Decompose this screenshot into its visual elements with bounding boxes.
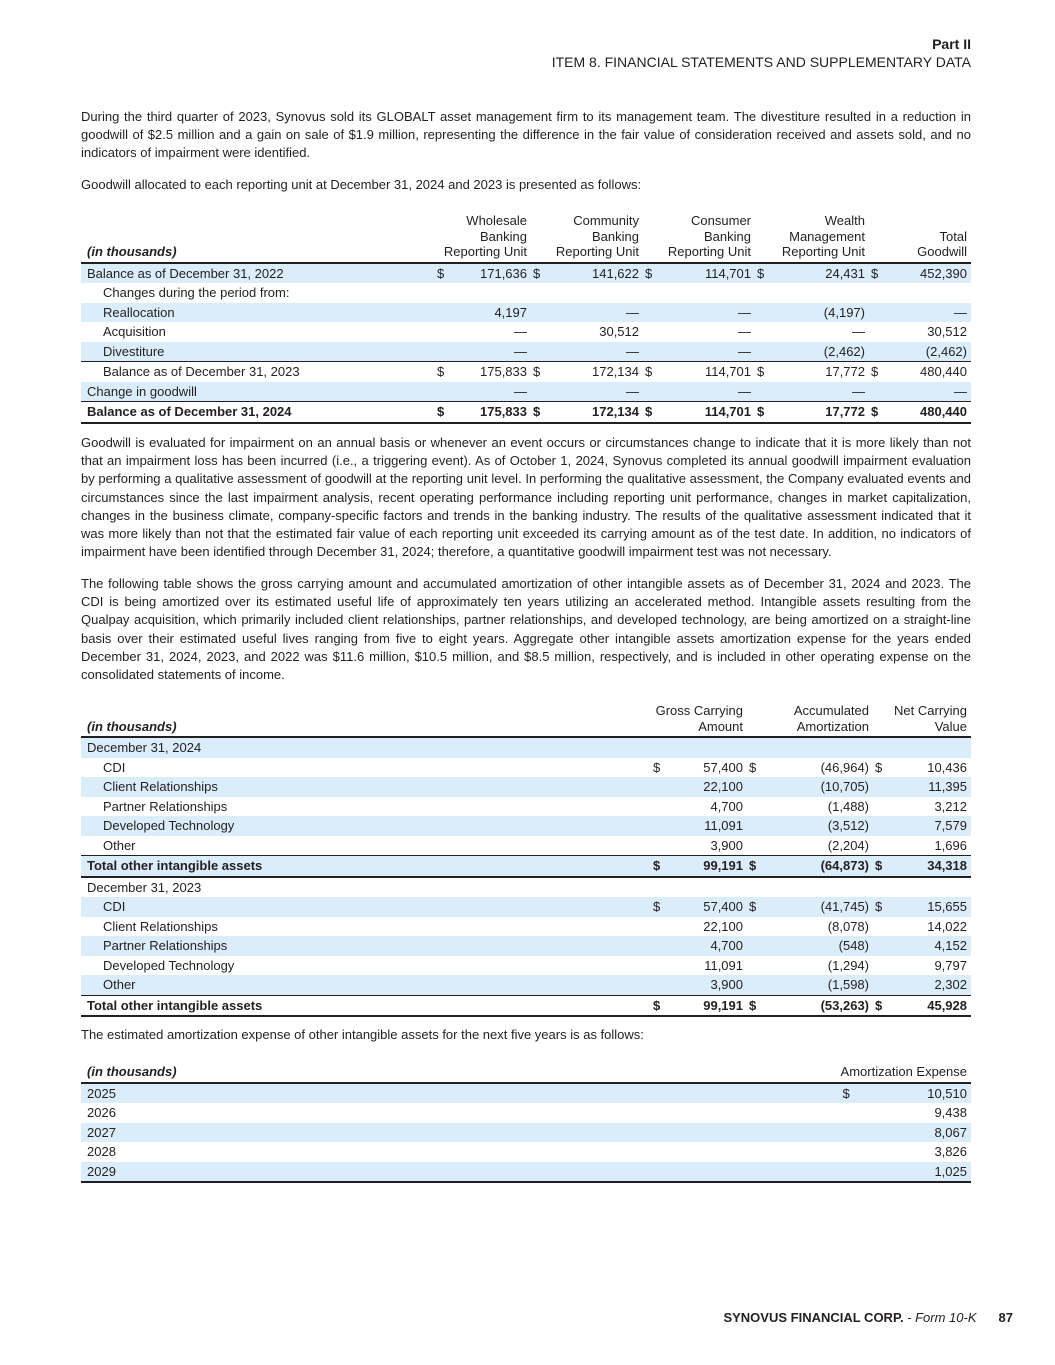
cell-value: 57,400 — [703, 759, 743, 775]
cell-value: 9,438 — [934, 1105, 967, 1120]
cell-value — [771, 283, 869, 303]
paragraph-intangibles: The following table shows the gross carrying amount and accumulated amortization of other intangible assets as of December 31, 2024 and 2023. The CDI is being amortized over its estimated useful life of approximately ten years utilizing an accelerated method. Intangible assets resulting from the Qualpay acquisition, which primarily included client relationships, partner relationships, and developed technology, are being amortized on a straight-line basis over their estimated useful lives ranging from five to eight years. Aggregate other intangible assets amortization expense for the years ended December 31, 2024, 2023, and 2022 was $11.6 million, $10.5 million, and $8.5 million, respectively, and is included in other operating expense on the consolidated statements of income. — [81, 576, 971, 683]
cell-value: (53,263) — [787, 995, 873, 1016]
intangibles-row — [81, 777, 971, 797]
cell-value: 3,900 — [667, 975, 747, 995]
page-header — [552, 36, 971, 72]
currency-symbol: $ — [643, 263, 659, 284]
cell-value: 114,701 — [659, 362, 755, 382]
goodwill-row — [81, 402, 971, 423]
cell-value: 171,636 — [451, 263, 531, 284]
currency-symbol — [869, 322, 885, 342]
cell-value — [659, 283, 755, 303]
currency-symbol — [747, 877, 787, 898]
cell-value: 22,100 — [703, 918, 743, 934]
paragraph-amortization-intro: The estimated amortization expense of other intangible assets for the next five years is as follows: — [81, 1027, 644, 1042]
currency-symbol — [755, 283, 771, 303]
currency-symbol: $ — [869, 362, 885, 382]
intangibles-header-row — [81, 703, 971, 737]
cell-value: (548) — [787, 936, 873, 956]
amortization-row — [81, 1123, 971, 1143]
cell-value: 11,091 — [667, 816, 747, 836]
currency-symbol — [873, 816, 903, 836]
goodwill-row — [81, 263, 971, 284]
cell-value: 7,579 — [903, 816, 971, 836]
intangibles-row-label: December 31, 2024 — [81, 737, 651, 758]
cell-value: (41,745) — [787, 897, 873, 917]
currency-symbol — [747, 797, 787, 817]
cell-value — [903, 877, 971, 898]
currency-symbol: $ — [651, 897, 667, 917]
cell-value: 10,510 — [864, 1083, 971, 1104]
currency-symbol: $ — [875, 759, 883, 775]
currency-symbol — [873, 836, 903, 856]
intangibles-row-label: Other — [81, 975, 651, 995]
goodwill-row-label: Change in goodwill — [81, 382, 435, 402]
currency-symbol: $ — [643, 402, 659, 423]
goodwill-row — [81, 362, 971, 382]
intangibles-row — [81, 797, 971, 817]
currency-symbol — [747, 956, 787, 976]
cell-value: 3,826 — [934, 1144, 967, 1159]
cell-value: 9,797 — [934, 957, 967, 973]
intangibles-row — [81, 975, 971, 995]
amortization-row — [81, 1142, 971, 1162]
cell-value: 17,772 — [771, 402, 869, 423]
cell-value: (3,512) — [787, 816, 873, 836]
cell-value: — — [547, 342, 643, 362]
currency-symbol — [651, 816, 667, 836]
currency-symbol — [435, 283, 451, 303]
intangibles-row — [81, 936, 971, 956]
currency-symbol: $ — [651, 995, 667, 1016]
currency-symbol: $ — [873, 856, 903, 877]
intangibles-row-label: December 31, 2023 — [87, 879, 202, 895]
cell-value: — — [659, 382, 755, 402]
cell-value — [885, 283, 971, 303]
currency-symbol — [435, 342, 451, 362]
currency-symbol — [747, 816, 787, 836]
cell-value: 480,440 — [885, 402, 971, 423]
currency-symbol — [755, 382, 771, 402]
cell-value: (64,873) — [787, 856, 873, 877]
cell-value: 3,212 — [934, 798, 967, 814]
currency-symbol: $ — [653, 759, 661, 775]
paragraph-impairment: Goodwill is evaluated for impairment on an annual basis or whenever an event occurs or circumstances change to indicate that it is more likely than not that an impairment loss has been incurred (i.e., a triggering event). As of October 1, 2024, Synovus completed its annual goodwill impairment evaluation by performing a qualitative assessment of goodwill at the reporting unit level. In performing the qualitative assessment, the Company evaluated events and circumstances since the last impairment analysis, recent operating performance including reporting unit performance, changes in market capitalization, changes in the business climate, company-specific factors and trends in the banking industry. The results of the qualitative assessment indicated that it was more likely than not that the estimated fair value of each reporting unit exceeded its carrying amount as of the test date. In addition, no indicators of impairment have been identified through December 31, 2024; therefore, a quantitative goodwill impairment test was not necessary. — [81, 435, 971, 560]
goodwill-row-label: Balance as of December 31, 2024 — [81, 402, 435, 423]
cell-value: 11,091 — [704, 957, 743, 973]
cell-value: (10,705) — [787, 777, 873, 797]
cell-value: (1,488) — [827, 798, 869, 814]
amortization-col-label: (in thousands) — [87, 1064, 177, 1079]
currency-symbol — [651, 797, 667, 817]
intangibles-row — [81, 956, 971, 976]
currency-symbol — [747, 936, 787, 956]
currency-symbol — [841, 1103, 864, 1123]
goodwill-row-label: Reallocation — [81, 303, 435, 323]
currency-symbol: $ — [531, 362, 547, 382]
amortization-row-label: 2026 — [87, 1105, 116, 1120]
cell-value — [787, 877, 873, 898]
cell-value: 30,512 — [599, 324, 639, 339]
cell-value: 99,191 — [667, 995, 747, 1016]
goodwill-row-label: Acquisition — [103, 324, 166, 339]
amortization-row-label: 2027 — [81, 1123, 841, 1143]
currency-symbol — [643, 382, 659, 402]
goodwill-row — [81, 342, 971, 362]
cell-value: 24,431 — [771, 263, 869, 284]
currency-symbol — [873, 777, 903, 797]
currency-symbol — [873, 936, 903, 956]
currency-symbol: $ — [435, 263, 451, 284]
currency-symbol: $ — [747, 897, 787, 917]
currency-symbol — [643, 322, 659, 342]
intangibles-row — [81, 877, 971, 898]
part-label: Part II — [932, 36, 971, 52]
currency-symbol — [747, 836, 787, 856]
intangibles-row-label: Partner Relationships — [103, 798, 228, 814]
amortization-row — [81, 1162, 971, 1183]
goodwill-col-wholesale: Wholesale Banking Reporting Unit — [443, 213, 527, 259]
intangibles-row — [81, 816, 971, 836]
currency-symbol — [435, 382, 451, 402]
cell-value: 172,134 — [547, 362, 643, 382]
intangibles-row — [81, 995, 971, 1016]
intangibles-row — [81, 737, 971, 758]
cell-value: — — [451, 382, 531, 402]
footer-company: SYNOVUS FINANCIAL CORP. — [723, 1310, 904, 1325]
page-footer — [723, 1310, 1013, 1325]
goodwill-row — [81, 382, 971, 402]
currency-symbol — [651, 956, 667, 976]
intangibles-col-gross: Gross Carrying Amount — [655, 703, 743, 734]
goodwill-col-label: (in thousands) — [87, 244, 177, 259]
amortization-row-label: 2029 — [81, 1162, 841, 1183]
currency-symbol — [873, 956, 903, 976]
intangibles-row-label: Client Relationships — [81, 777, 651, 797]
intangibles-row-label: Client Relationships — [103, 918, 218, 934]
currency-symbol — [869, 303, 885, 323]
cell-value: 4,152 — [903, 936, 971, 956]
cell-value: 1,696 — [934, 837, 967, 853]
cell-value: 172,134 — [547, 402, 643, 423]
amortization-row-label: 2028 — [87, 1144, 116, 1159]
intangibles-row-label: CDI — [103, 759, 126, 775]
intangibles-row-label: CDI — [81, 897, 651, 917]
currency-symbol: $ — [755, 263, 771, 284]
currency-symbol — [651, 877, 667, 898]
currency-symbol — [643, 283, 659, 303]
currency-symbol — [651, 917, 667, 937]
currency-symbol: $ — [643, 362, 659, 382]
intangibles-row — [81, 836, 971, 856]
intangibles-table — [81, 703, 971, 1017]
intangibles-row-label: Total other intangible assets — [81, 856, 651, 877]
cell-value: 30,512 — [927, 324, 967, 339]
currency-symbol — [747, 737, 787, 758]
paragraph-goodwill-intro: Goodwill allocated to each reporting unit at December 31, 2024 and 2023 is presented as follows: — [81, 177, 642, 192]
currency-symbol — [531, 283, 547, 303]
paragraph-divestiture: During the third quarter of 2023, Synovus sold its GLOBALT asset management firm to its management team. The divestiture resulted in a reduction in goodwill of $2.5 million and a gain on sale of $1.9 million, representing the difference in the fair value of consideration received and assets sold, and no indicators of impairment were identified. — [81, 109, 971, 161]
cell-value — [547, 283, 643, 303]
cell-value: — — [852, 324, 865, 339]
currency-symbol: $ — [873, 995, 903, 1016]
cell-value: 3,900 — [710, 837, 743, 853]
currency-symbol: $ — [869, 263, 885, 284]
currency-symbol — [841, 1123, 864, 1143]
cell-value: (8,078) — [827, 918, 869, 934]
cell-value: 57,400 — [667, 897, 747, 917]
currency-symbol: $ — [435, 402, 451, 423]
currency-symbol — [531, 303, 547, 323]
currency-symbol — [869, 283, 885, 303]
cell-value: 452,390 — [885, 263, 971, 284]
currency-symbol — [747, 917, 787, 937]
currency-symbol — [651, 777, 667, 797]
intangibles-row — [81, 758, 971, 778]
cell-value: (4,197) — [771, 303, 869, 323]
cell-value: 1,025 — [864, 1162, 971, 1183]
amortization-row — [81, 1083, 971, 1104]
intangibles-col-net: Net Carrying Value — [894, 703, 967, 734]
cell-value: 4,700 — [710, 798, 743, 814]
cell-value: 480,440 — [885, 362, 971, 382]
cell-value: 34,318 — [903, 856, 971, 877]
currency-symbol — [755, 342, 771, 362]
cell-value: — — [771, 382, 869, 402]
cell-value: — — [659, 303, 755, 323]
currency-symbol — [873, 917, 903, 937]
intangibles-row-label: Partner Relationships — [81, 936, 651, 956]
page-number: 87 — [998, 1310, 1013, 1325]
currency-symbol — [435, 322, 451, 342]
intangibles-row — [81, 917, 971, 937]
footer-form: - Form 10-K — [903, 1310, 977, 1325]
goodwill-col-community: Community Banking Reporting Unit — [555, 213, 639, 259]
cell-value: 4,700 — [667, 936, 747, 956]
currency-symbol: $ — [435, 362, 451, 382]
goodwill-col-wealth: Wealth Management Reporting Unit — [781, 213, 865, 259]
cell-value: — — [514, 324, 527, 339]
intangibles-row — [81, 897, 971, 917]
currency-symbol: $ — [749, 759, 757, 775]
currency-symbol — [873, 975, 903, 995]
cell-value: 14,022 — [927, 918, 967, 934]
cell-value: (46,964) — [820, 759, 869, 775]
currency-symbol: $ — [747, 995, 787, 1016]
cell-value — [451, 283, 531, 303]
currency-symbol — [873, 737, 903, 758]
intangibles-col-label: (in thousands) — [87, 718, 177, 734]
intangibles-row-label: Total other intangible assets — [81, 995, 651, 1016]
currency-symbol — [531, 382, 547, 402]
cell-value: 114,701 — [659, 402, 755, 423]
currency-symbol: $ — [747, 856, 787, 877]
cell-value: — — [659, 342, 755, 362]
currency-symbol: $ — [531, 402, 547, 423]
currency-symbol — [531, 342, 547, 362]
amortization-header-row — [81, 1064, 971, 1083]
cell-value: — — [451, 342, 531, 362]
cell-value: (1,294) — [827, 957, 869, 973]
goodwill-row-label: Divestiture — [81, 342, 435, 362]
goodwill-row-label: Balance as of December 31, 2022 — [81, 263, 435, 284]
cell-value: 175,833 — [451, 402, 531, 423]
currency-symbol: $ — [869, 402, 885, 423]
cell-value: (1,598) — [787, 975, 873, 995]
currency-symbol — [747, 777, 787, 797]
goodwill-row — [81, 303, 971, 323]
cell-value: 11,395 — [903, 777, 971, 797]
goodwill-col-total: Total Goodwill — [917, 228, 967, 259]
currency-symbol — [651, 936, 667, 956]
cell-value: 114,701 — [659, 263, 755, 284]
cell-value: — — [885, 382, 971, 402]
cell-value — [667, 877, 747, 898]
cell-value: 10,436 — [927, 759, 967, 775]
currency-symbol: $ — [873, 897, 903, 917]
cell-value: 141,622 — [547, 263, 643, 284]
cell-value: 15,655 — [903, 897, 971, 917]
currency-symbol — [643, 342, 659, 362]
amortization-col-expense: Amortization Expense — [840, 1064, 967, 1079]
cell-value: (2,462) — [885, 342, 971, 362]
currency-symbol — [755, 303, 771, 323]
currency-symbol: $ — [755, 362, 771, 382]
intangibles-row-label: Developed Technology — [103, 957, 235, 973]
cell-value: (2,462) — [771, 342, 869, 362]
currency-symbol: $ — [531, 263, 547, 284]
currency-symbol — [747, 975, 787, 995]
currency-symbol — [643, 303, 659, 323]
goodwill-header-row — [81, 213, 971, 263]
item-label: ITEM 8. FINANCIAL STATEMENTS AND SUPPLEMENTARY DATA — [551, 54, 971, 70]
goodwill-table — [81, 213, 971, 424]
cell-value: — — [738, 324, 751, 339]
currency-symbol — [531, 322, 547, 342]
goodwill-col-consumer: Consumer Banking Reporting Unit — [667, 213, 751, 259]
intangibles-row-label: Developed Technology — [81, 816, 651, 836]
currency-symbol — [873, 797, 903, 817]
currency-symbol — [841, 1142, 864, 1162]
goodwill-row-label: Changes during the period from: — [103, 285, 290, 300]
currency-symbol — [651, 737, 667, 758]
cell-value: 175,833 — [451, 362, 531, 382]
cell-value: 45,928 — [903, 995, 971, 1016]
goodwill-row — [81, 283, 971, 303]
cell-value: 2,302 — [903, 975, 971, 995]
currency-symbol — [651, 975, 667, 995]
currency-symbol — [651, 836, 667, 856]
currency-symbol — [869, 382, 885, 402]
cell-value: 8,067 — [864, 1123, 971, 1143]
currency-symbol: $ — [651, 856, 667, 877]
cell-value: — — [885, 303, 971, 323]
goodwill-row — [81, 322, 971, 342]
goodwill-row-label: Balance as of December 31, 2023 — [81, 362, 435, 382]
currency-symbol: $ — [755, 402, 771, 423]
intangibles-col-accumulated: Accumulated Amortization — [793, 703, 869, 734]
currency-symbol — [435, 303, 451, 323]
cell-value: 99,191 — [667, 856, 747, 877]
cell-value: 4,197 — [451, 303, 531, 323]
amortization-row — [81, 1103, 971, 1123]
cell-value: (2,204) — [827, 837, 869, 853]
cell-value — [667, 737, 747, 758]
intangibles-row — [81, 856, 971, 877]
currency-symbol — [755, 322, 771, 342]
cell-value — [903, 737, 971, 758]
currency-symbol — [869, 342, 885, 362]
cell-value: — — [547, 382, 643, 402]
cell-value: — — [547, 303, 643, 323]
amortization-row-label: 2025 — [81, 1083, 841, 1104]
currency-symbol — [873, 877, 903, 898]
cell-value: 22,100 — [667, 777, 747, 797]
currency-symbol: $ — [841, 1083, 864, 1104]
cell-value: 17,772 — [771, 362, 869, 382]
currency-symbol — [841, 1162, 864, 1183]
cell-value — [787, 737, 873, 758]
intangibles-row-label: Other — [103, 837, 136, 853]
amortization-table — [81, 1064, 971, 1183]
